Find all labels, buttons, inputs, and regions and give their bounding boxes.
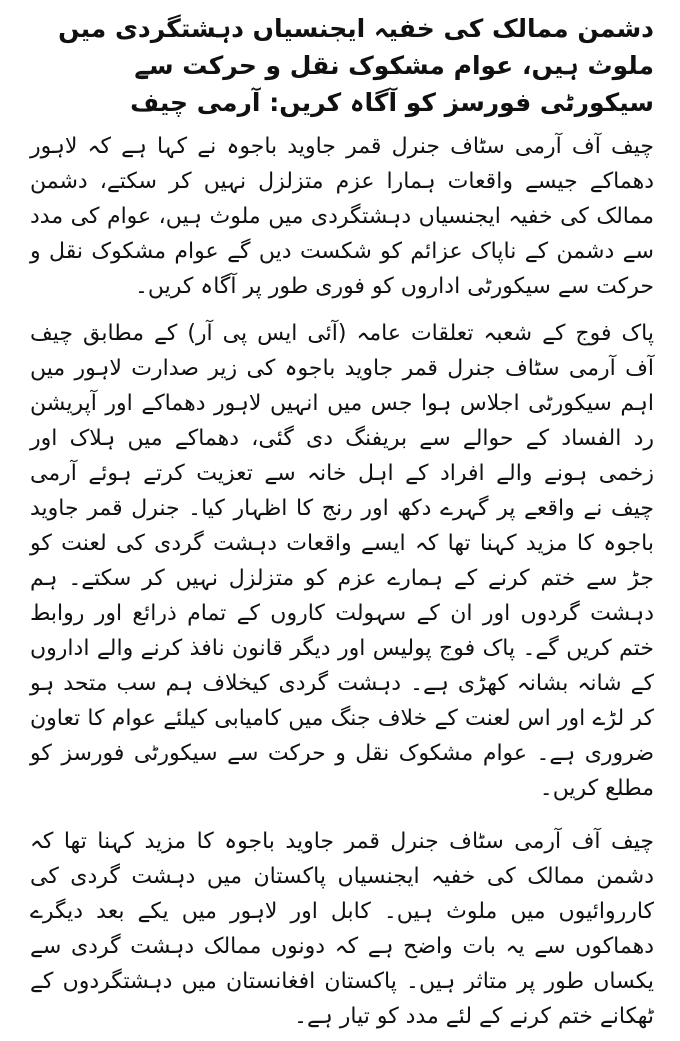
article-paragraph-3: چیف آف آرمی سٹاف جنرل قمر جاوید باجوہ کا مزید کہنا تھا کہ دشمن ممالک کی خفیہ ایجنسیاں پاکستان میں دہشت گردی کی کارروائیوں میں ملوث ہیں۔ کابل اور لاہور میں یکے بعد دیگرے دھماکوں سے یہ بات واضح ہے کہ دونوں ممالک دہشت گردی سے یکساں طور پر متاثر ہیں۔ پاکستان افغانستان میں دہشتگردوں کے ٹھکانے ختم کرنے کے لئے مدد کو تیار ہے۔ <box>30 829 654 1029</box>
article-paragraph-1: چیف آف آرمی سٹاف جنرل قمر جاوید باجوہ نے کہا ہے کہ لاہور دھماکے جیسے واقعات ہمارا عزم متزلزل نہیں کر سکتے، دشمن ممالک کی خفیہ ایجنسیاں دہشتگردی میں ملوث ہیں، عوام کی مدد سے دشمن کے ناپاک عزائم کو شکست دیں گے عوام مشکوک نقل و حرکت سے سیکورٹی اداروں کو فوری طور پر آگاہ کریں۔ <box>30 134 654 299</box>
article-headline: دشمن ممالک کی خفیہ ایجنسیاں دہشتگردی میں ملوث ہیں، عوام مشکوک نقل و حرکت سے سیکورٹی فورسز کو آگاہ کریں: آرمی چیف <box>58 14 654 117</box>
article-paragraph-2: پاک فوج کے شعبہ تعلقات عامہ (آئی ایس پی آر) کے مطابق چیف آف آرمی سٹاف جنرل قمر جاوید باجوہ کی زیر صدارت لاہور میں اہم سیکورٹی اجلاس ہوا جس میں انہیں لاہور دھماکے اور آپریشن رد الفساد کے حوالے سے بریفنگ دی گئی، دھماکے میں ہلاک اور زخمی ہونے والے افراد کے اہل خانہ سے تعزیت کرتے ہوئے آرمی چیف نے واقعے پر گہرے دکھ اور رنج کا اظہار کیا۔ جنرل قمر جاوید باجوہ کا مزید کہنا تھا کہ ایسے واقعات دہشت گردی کی لعنت کو جڑ سے ختم کرنے کے ہمارے عزم کو متزلزل نہیں کر سکتے۔ ہم دہشت گردوں اور ان کے سہولت کاروں کے تمام ذرائع اور روابط ختم کریں گے۔ پاک فوج پولیس اور دیگر قانون نافذ کرنے والے اداروں کے شانہ بشانہ کھڑی ہے۔ دہشت گردی کیخلاف ہم سب متحد ہو کر لڑے اور اس لعنت کے خلاف جنگ میں کامیابی کیلئے عوام کا تعاون ضروری ہے۔ عوام مشکوک نقل و حرکت سے سیکورٹی فورسز کو مطلع کریں۔ <box>30 321 654 801</box>
